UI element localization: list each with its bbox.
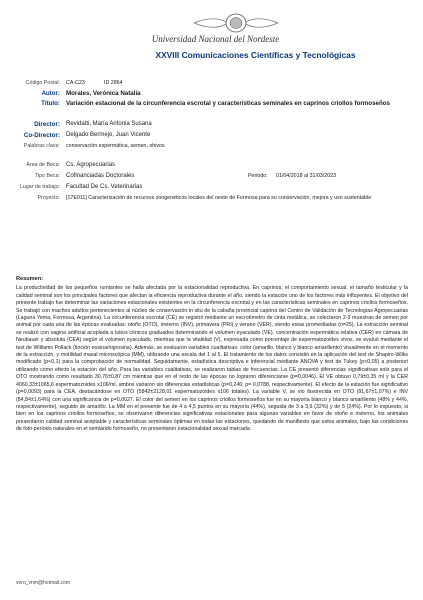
proyecto-value: [17E011] Caracterización de recursos zoogenéticos locales del oeste de Formosa para su conservación, mejora y uso sustentable xyxy=(66,195,372,201)
autor-value: Morales, Verónica Natalia xyxy=(66,90,141,97)
abstract-title: Resumen: xyxy=(16,276,44,282)
university-seal-icon xyxy=(174,12,298,34)
codirector-value: Delgado Bermejo, Juan Vicente xyxy=(66,132,151,138)
periodo-value: 01/04/2018 al 31/03/2023 xyxy=(276,173,337,179)
proyecto-label: Proyecto: xyxy=(37,195,60,201)
autor-label: Autor: xyxy=(41,90,60,97)
director-label: Director: xyxy=(34,121,60,128)
titulo-label: Título: xyxy=(41,100,60,107)
director-value: Revidatti, María Antonia Susana xyxy=(66,121,152,127)
area-label: Área de Beca: xyxy=(26,162,60,168)
university-name: Universidad Nacional del Nordeste xyxy=(151,34,280,44)
tipo-value: Cofinanciadas Doctorales xyxy=(66,173,135,179)
area-value: Cs. Agropecuarias xyxy=(66,162,116,168)
abstract-body: La productividad de los pequeños rumiantes se halla afectada por la estacionalidad reproductiva. En caprinos, el comportamiento sexual, el tamaño testicular y la calidad seminal son los principales factores que afectan la eficiencia reproductiva durante el año, siendo la estación uno de los factores más influyentes. El objetivo del presente trabajo fue determinar las variaciones estacionales existentes en la circunferencia escrotal y en las características seminales en caprinos criollos formoseños. Se trabajó con machos adultos pertenecientes al núcleo de conservación in situ de la cabaña provincial caprina del Centro de Validación de Tecnologías Agropecuarias (Laguna Yema, Formosa, Argentina). La circunferencia escrotal (CE) se registró mediante un escrotímetro de cinta metálica, se colectaron 2-3 muestras de semen por animal por cada una de las épocas evaluadas: otoño (OTO), invierno (INV), primavera (PRI) y verano (VER), siendo estas promediadas (n=25). La extracción seminal se realizó con vagina artificial acoplada a tubos cónicos graduados determinando el volumen eyaculado (VE), concentración espermática relativa (CER) en cámara de Neubauer y absoluta (CEA) según el volumen eyaculado, mientras que la vitalidad (V), expresada como porcentaje de espermatozoides vivos, se evaluó mediante el test de Williams Pollack (tinción eosina/nigrosina). Además, se evaluaron variables cualitativas: color (amarillo, blanco y blanco amarillento) visualmente en el momento de la extracción, y motilidad masal microscópica (MM), utilizando una escala del 1 al 5. El tratamiento de los datos consistió en la aplicación del test de Shapiro-Wilks modificado (p<0,1) para la comprobación de normalidad. Seguidamente, estadística descriptiva e inferencial mediante ANOVA y test de Tukey (p<0,05) a posteriori utilizando como efecto la estación del año. Para las variables cualitativas, se realizaron tablas de frecuencias. La CE presentó diferencias significativas solo para el OTO mostrando como resultado 30,76±0,87 cm mientras que en el resto de las épocas no lograron diferenciarse (p=0,0046). El VE obtuvo 0,79±0,35 ml y la CER 4060,33±1065,6 espermatozoides x106/ml, ambos variaron sin diferencias estadísticas (p=0,246; p= 0,0788, respectivamente). El efecto de la estación fue significativo (p=0,0093) para la CEA, destacándose en OTO (5842±2128,01 espermatozoides x106 totales). La variable V, se vio favorecida en OTO (91,67±1,07%) e INV (84,84±1,64%) con una significancia de p=0,0027. El color del semen en los caprinos criollos formoseños fue en su mayoría blanco y blanco amarillento (48% y 44%, respectivamente), seguido de amarillo. La MM en el presente fue de 4 a 4,5 puntos en su mayoría (44%), seguida de 3 a 3,9 (32%) y de 5 (24%). Por lo expuesto, si bien en los caprinos criollos formoseños, se observaron diferencias significativas estacionales para algunas variables en favor de otoño e invierno, los animales presentaron calidad seminal aceptable y características seminales óptimas en todas las estaciones, quedando de manifiesto que estos animales, bajo las condiciones de foto-período naturales en el semiárido formoseño, no presentaron estacionalidad sexual marcada. xyxy=(16,285,408,433)
palabras-value: conservación espermática, semen, ohivos xyxy=(66,143,165,149)
codigo-value: CA-C23 xyxy=(66,80,85,86)
lugar-label: Lugar de trabajo: xyxy=(19,184,60,190)
tipo-label: Tipo Beca: xyxy=(34,173,60,179)
abstract-section xyxy=(16,276,408,434)
congress-title: XXVIII Comunicaciones Científicas y Tecnológicas xyxy=(155,50,356,60)
titulo-value: Variación estacional de la circunferencia escrotal y características seminales en caprinos criollos formoseños xyxy=(66,100,390,107)
codigo-extra: ID 2864 xyxy=(104,80,123,86)
periodo-label: Periodo: xyxy=(248,173,268,179)
codirector-label: Co-Director: xyxy=(23,132,60,139)
codigo-label: Código Postal: xyxy=(25,80,60,86)
palabras-label: Palabras clave: xyxy=(23,143,60,149)
document-header xyxy=(24,10,407,62)
lugar-value: Facultad De Cs. Veterinarias xyxy=(66,184,143,190)
contact-email: vero_vnm@hotmail.com xyxy=(16,580,70,586)
